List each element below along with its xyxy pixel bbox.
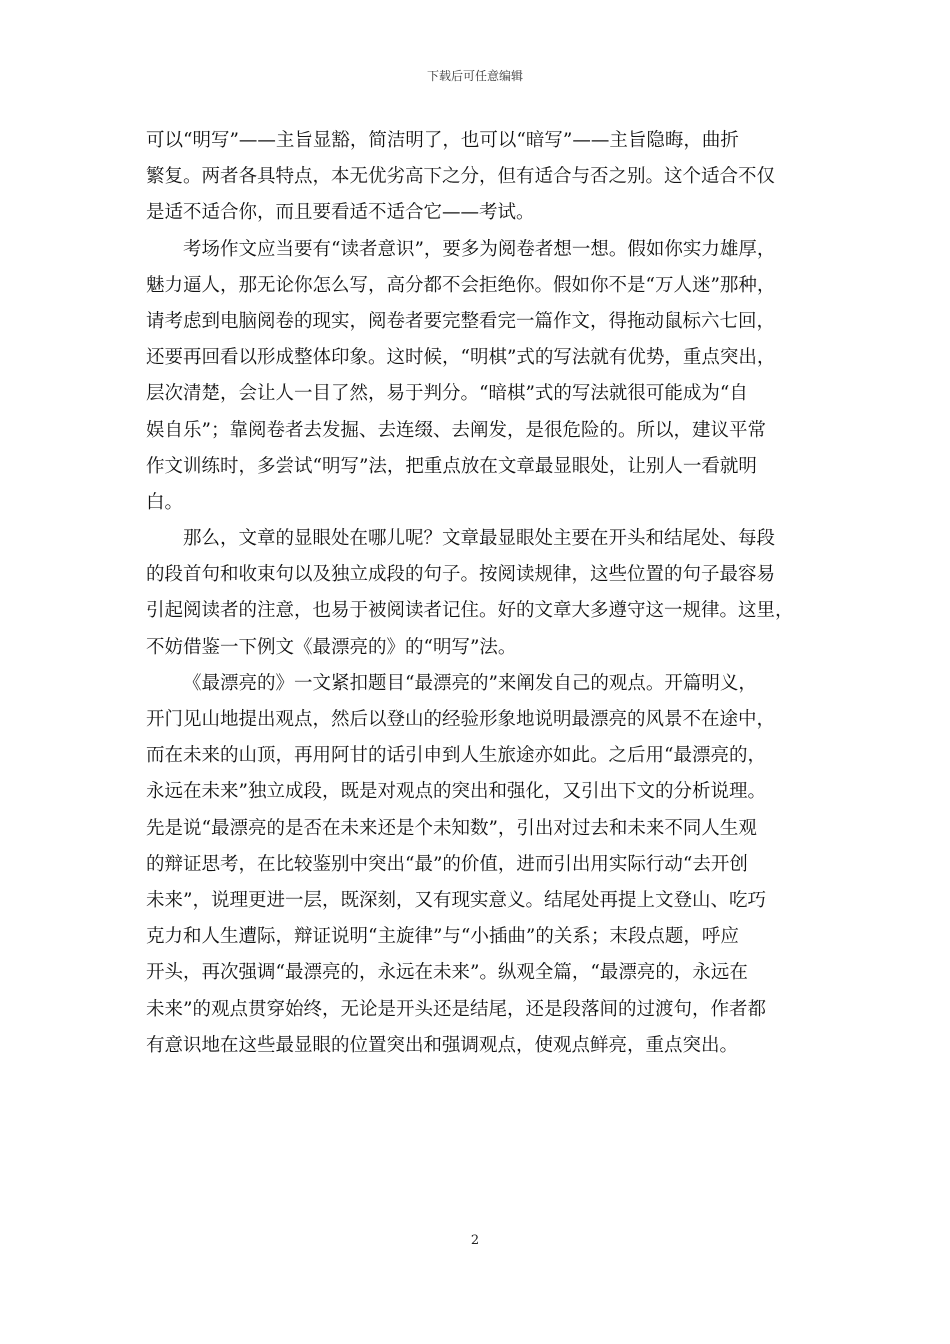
paragraph-first-line: 《最漂亮的》一文紧扣题目“最漂亮的”来阐发自己的观点。开篇明义，	[183, 672, 757, 694]
text-line: 开头，再次强调“最漂亮的，永远在未来”。纵观全篇，“最漂亮的，永远在	[146, 962, 748, 984]
text-line: 克力和人生遭际，辩证说明“主旋律”与“小插曲”的关系；末段点题，呼应	[146, 926, 739, 948]
text-line: 永远在未来”独立成段，既是对观点的突出和强化，又引出下文的分析说理。	[146, 781, 766, 803]
text-line: 作文训练时，多尝试“明写”法，把重点放在文章最显眼处，让别人一看就明	[146, 455, 757, 477]
text-line: 先是说“最漂亮的是否在未来还是个未知数”，引出对过去和未来不同人生观	[146, 817, 757, 839]
page-number: 2	[470, 1233, 480, 1248]
text-line: 不妨借鉴一下例文《最漂亮的》的“明写”法。	[146, 636, 517, 658]
text-line: 有意识地在这些最显眼的位置突出和强调观点，使观点鲜亮，重点突出。	[146, 1034, 739, 1056]
text-line: 开门见山地提出观点，然后以登山的经验形象地说明最漂亮的风景不在途中，	[146, 709, 776, 730]
text-line: 请考虑到电脑阅卷的现实，阅卷者要完整看完一篇作文，得拖动鼠标六七回，	[146, 310, 776, 332]
text-line: 魅力逼人，那无论你怎么写，高分都不会拒绝你。假如你不是“万人迷”那种，	[146, 274, 776, 296]
document-body	[146, 123, 806, 1064]
text-line: 引起阅读者的注意，也易于被阅读者记住。好的文章大多遵守这一规律。这里，	[146, 600, 794, 622]
paragraph-first-line: 那么，文章的显眼处在哪儿呢？文章最显眼处主要在开头和结尾处、每段	[183, 528, 776, 550]
paragraph-first-line: 考场作文应当要有“读者意识”，要多为阅卷者想一想。假如你实力雄厚，	[183, 238, 776, 260]
text-line: 层次清楚，会让人一目了然，易于判分。“暗棋”式的写法就很可能成为“自	[146, 383, 748, 405]
text-line: 的辩证思考，在比较鉴别中突出“最”的价值，进而引出用实际行动“去开创	[146, 853, 748, 875]
text-line: 未来”，说理更进一层，既深刻，又有现实意义。结尾处再提上文登山、吃巧	[146, 889, 766, 911]
text-line: 可以“明写”——主旨显豁，简洁明了，也可以“暗写”——主旨隐晦，曲折	[146, 130, 739, 151]
text-line: 未来”的观点贯穿始终，无论是开头还是结尾，还是段落间的过渡句，作者都	[146, 998, 766, 1020]
text-line: 娱自乐”；靠阅卷者去发掘、去连缀、去阐发，是很危险的。所以，建议平常	[146, 419, 766, 441]
text-line: 是适不适合你，而且要看适不适合它——考试。	[146, 202, 535, 224]
text-line: 而在未来的山顶，再用阿甘的话引申到人生旅途亦如此。之后用“最漂亮的，	[146, 745, 766, 767]
text-line: 白。	[146, 491, 184, 513]
text-line: 繁复。两者各具特点，本无优劣高下之分，但有适合与否之别。这个适合不仅	[146, 166, 776, 188]
text-line: 还要再回看以形成整体印象。这时候，“明棋”式的写法就有优势，重点突出，	[146, 347, 776, 369]
text-line: 的段首句和收束句以及独立成段的句子。按阅读规律，这些位置的句子最容易	[146, 564, 776, 586]
page-header: 下载后可任意编辑	[426, 69, 523, 83]
